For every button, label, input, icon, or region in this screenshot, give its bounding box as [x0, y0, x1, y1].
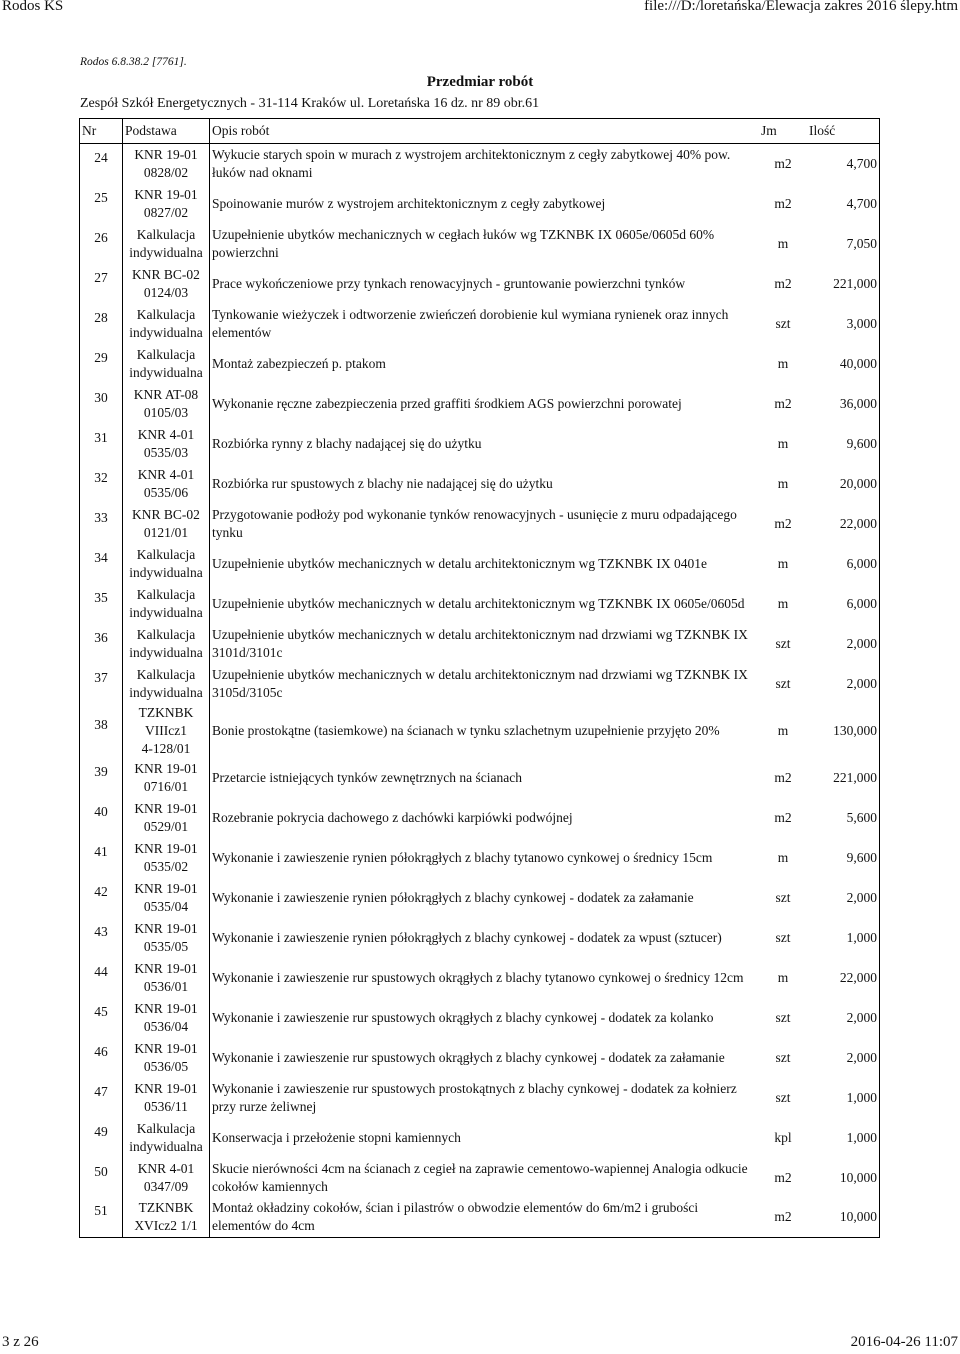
table-row [80, 144, 880, 184]
table-row [80, 798, 880, 838]
row-basis [123, 384, 210, 424]
row-quantity: 2,000 [807, 998, 880, 1038]
row-number [80, 424, 123, 464]
row-number [80, 184, 123, 224]
table-row [80, 1118, 880, 1158]
row-number [80, 758, 123, 798]
row-basis [123, 224, 210, 264]
row-quantity: 1,000 [807, 1078, 880, 1118]
row-number-text: 29 [94, 349, 108, 365]
row-number [80, 544, 123, 584]
row-unit: szt [775, 315, 791, 331]
row-description: Rozbiórka rynny z blachy nadającej się do użytku [212, 435, 482, 451]
row-basis-line: Kalkulacja [136, 1120, 196, 1136]
row-basis-line: 0121/01 [143, 524, 189, 540]
row-basis [123, 424, 210, 464]
row-number-text: 30 [94, 389, 108, 405]
row-unit: szt [775, 889, 791, 905]
row-basis [123, 798, 210, 838]
row-basis-line: KNR 19-01 [134, 1040, 198, 1056]
row-number-text: 27 [94, 269, 108, 285]
row-basis-line: 0536/11 [144, 1098, 188, 1114]
table-row [80, 958, 880, 998]
table-row [80, 464, 880, 504]
row-basis-line: Kalkulacja [136, 586, 196, 602]
table-row [80, 1198, 880, 1238]
row-number-text: 36 [94, 629, 108, 645]
row-number [80, 344, 123, 384]
table-row [80, 918, 880, 958]
row-basis-line: KNR BC-02 [132, 266, 200, 282]
row-basis [123, 184, 210, 224]
row-description: Montaż okładziny cokołów, ścian i pilastrów o obwodzie elementów do 6m/m2 i grubości elementów do 4cm [210, 1198, 760, 1238]
row-number-text: 34 [94, 549, 108, 565]
row-number [80, 1198, 123, 1238]
row-quantity: 6,000 [807, 544, 880, 584]
row-basis-line: XVIcz2 1/1 [134, 1218, 198, 1234]
row-quantity: 6,000 [807, 584, 880, 624]
row-basis [123, 1158, 210, 1198]
row-quantity: 4,700 [807, 144, 880, 184]
row-basis-line: TZKNBK [138, 704, 194, 720]
row-basis [123, 144, 210, 184]
row-number [80, 584, 123, 624]
row-basis-line: indywidualna [129, 1138, 203, 1154]
row-basis [123, 758, 210, 798]
row-number [80, 304, 123, 344]
row-unit: szt [775, 1089, 791, 1105]
row-number-text: 46 [94, 1043, 108, 1059]
table-row [80, 1158, 880, 1198]
row-unit: m [777, 555, 789, 571]
table-row [80, 184, 880, 224]
row-description: Uzupełnienie ubytków mechanicznych w detalu architektonicznym wg TZKNBK IX 0605e/0605d [212, 595, 745, 611]
table-row [80, 384, 880, 424]
row-number [80, 384, 123, 424]
row-quantity: 22,000 [807, 504, 880, 544]
page-counter: 3 z 26 [2, 1334, 39, 1350]
row-basis [123, 1118, 210, 1158]
row-basis [123, 838, 210, 878]
row-quantity: 1,000 [807, 918, 880, 958]
row-unit: m2 [774, 155, 792, 171]
row-number [80, 144, 123, 184]
column-header-nr: Nr [80, 119, 123, 144]
row-basis-line: KNR 19-01 [134, 760, 198, 776]
row-description: Wykucie starych spoin w murach z wystrojem architektonicznym z cegły zabytkowej 40% pow. łuków nad oknami [212, 146, 731, 180]
document-subtitle: Zespół Szkół Energetycznych - 31-114 Kraków ul. Loretańska 16 dz. nr 89 obr.61 [80, 96, 540, 111]
row-quantity: 7,050 [807, 224, 880, 264]
row-quantity: 1,000 [807, 1118, 880, 1158]
row-basis [123, 958, 210, 998]
row-basis-line: KNR 4-01 [137, 426, 195, 442]
row-number-text: 31 [94, 429, 108, 445]
row-number-text: 25 [94, 189, 108, 205]
column-header-ilosc: Ilość [807, 119, 880, 144]
row-number [80, 464, 123, 504]
row-description: Rozbiórka rur spustowych z blachy nie nadającej się do użytku [212, 475, 553, 491]
row-basis-line: 4-128/01 [141, 740, 191, 756]
row-basis-line: 0535/06 [143, 484, 189, 500]
row-basis-line: 0124/03 [143, 284, 189, 300]
row-basis [123, 464, 210, 504]
row-unit: m2 [774, 1169, 792, 1185]
row-number-text: 43 [94, 923, 108, 939]
row-description: Uzupełnienie ubytków mechanicznych w detalu architektonicznym nad drzwiami wg TZKNBK IX 3105d/3105c [212, 666, 748, 700]
row-basis-line: KNR 19-01 [134, 146, 198, 162]
row-unit: m2 [774, 515, 792, 531]
row-quantity: 2,000 [807, 878, 880, 918]
table-row [80, 504, 880, 544]
row-number [80, 224, 123, 264]
row-basis [123, 264, 210, 304]
row-description: Wykonanie i zawieszenie rur spustowych prostokątnych z blachy cynkowej - dodatek za kołnierz przy rurze żeliwnej [212, 1080, 737, 1114]
row-description: Skucie nierówności 4cm na ścianach z cegieł na zaprawie cementowo-wapiennej Analogia odkucie cokołów kamiennych [212, 1160, 748, 1194]
table-row [80, 344, 880, 384]
table-row [80, 424, 880, 464]
row-quantity: 40,000 [807, 344, 880, 384]
row-basis-line: Kalkulacja [136, 546, 196, 562]
row-basis-line: KNR 19-01 [134, 800, 198, 816]
row-basis-line: 0535/05 [143, 938, 189, 954]
row-basis-line: 0535/02 [143, 858, 189, 874]
row-basis [123, 344, 210, 384]
row-basis-line: 0716/01 [143, 778, 189, 794]
row-basis-line: KNR AT-08 [133, 386, 199, 402]
row-basis-line: KNR 19-01 [134, 1000, 198, 1016]
row-basis [123, 304, 210, 344]
row-basis-line: KNR 19-01 [134, 920, 198, 936]
row-number-text: 47 [94, 1083, 108, 1099]
row-unit: m2 [774, 275, 792, 291]
row-unit: szt [775, 929, 791, 945]
row-quantity: 20,000 [807, 464, 880, 504]
row-basis-line: 0536/01 [143, 978, 189, 994]
browser-header-url: file:///D:/loretańska/Elewacja zakres 2016 ślepy.htm [644, 0, 958, 14]
row-number-text: 32 [94, 469, 108, 485]
print-timestamp: 2016-04-26 11:07 [850, 1334, 958, 1350]
column-header-jm: Jm [759, 119, 807, 144]
row-description: Uzupełnienie ubytków mechanicznych w detalu architektonicznym wg TZKNBK IX 0401e [212, 555, 707, 571]
row-quantity: 5,600 [807, 798, 880, 838]
row-quantity: 36,000 [807, 384, 880, 424]
row-quantity: 4,700 [807, 184, 880, 224]
row-description: Bonie prostokątne (tasiemkowe) na ścianach w tynku szlachetnym uzupełnienie przyjęto 20% [212, 722, 720, 738]
row-unit: m [777, 722, 789, 738]
program-version: Rodos 6.8.38.2 [7761]. [80, 56, 187, 68]
row-basis-line: KNR 19-01 [134, 186, 198, 202]
row-number-text: 44 [94, 963, 108, 979]
row-basis-line: indywidualna [129, 644, 203, 660]
row-basis-line: indywidualna [129, 244, 203, 260]
table-row [80, 1038, 880, 1078]
row-quantity: 10,000 [807, 1198, 880, 1238]
row-basis-line: KNR 4-01 [137, 466, 195, 482]
row-basis-line: 0347/09 [143, 1178, 189, 1194]
row-basis [123, 1038, 210, 1078]
table-row [80, 878, 880, 918]
row-number [80, 624, 123, 664]
row-unit: m2 [759, 1198, 807, 1238]
row-basis [123, 504, 210, 544]
row-basis [123, 918, 210, 958]
row-basis [123, 1078, 210, 1118]
row-number-text: 24 [94, 149, 108, 165]
row-unit: kpl [774, 1129, 792, 1145]
row-quantity: 22,000 [807, 958, 880, 998]
row-number [80, 958, 123, 998]
row-number-text: 28 [94, 309, 108, 325]
row-unit: m [777, 849, 789, 865]
row-number-text: 45 [94, 1003, 108, 1019]
row-basis-line: 0105/03 [143, 404, 189, 420]
row-basis [123, 1198, 210, 1238]
row-basis [123, 624, 210, 664]
row-description: Wykonanie i zawieszenie rynien półokrągłych z blachy tytanowo cynkowej o średnicy 15cm [212, 849, 713, 865]
row-basis-line: 0535/04 [143, 898, 189, 914]
table-header-row [80, 119, 880, 144]
row-number-text: 33 [94, 509, 108, 525]
row-number-text: 37 [94, 669, 108, 685]
column-header-opis: Opis robót [210, 119, 760, 144]
row-quantity: 130,000 [807, 704, 880, 758]
row-basis-line: indywidualna [129, 364, 203, 380]
row-description: Wykonanie i zawieszenie rynien półokrągłych z blachy cynkowej - dodatek za wpust (sztucer) [212, 929, 722, 945]
row-basis-line: 0529/01 [143, 818, 189, 834]
row-basis-line: KNR 19-01 [134, 840, 198, 856]
row-unit: m [777, 435, 789, 451]
row-number [80, 798, 123, 838]
row-basis-line: 0535/03 [143, 444, 189, 460]
row-number-text: 42 [94, 883, 108, 899]
row-number-text: 49 [94, 1123, 108, 1139]
table-row [80, 624, 880, 664]
table-row [80, 838, 880, 878]
table-row [80, 758, 880, 798]
row-basis-line: 0827/02 [143, 204, 189, 220]
row-number [80, 264, 123, 304]
row-quantity: 10,000 [807, 1158, 880, 1198]
table-row [80, 584, 880, 624]
row-basis-line: indywidualna [129, 684, 203, 700]
row-number [80, 998, 123, 1038]
table-row [80, 998, 880, 1038]
row-basis-line: KNR 19-01 [134, 1080, 198, 1096]
row-number [80, 918, 123, 958]
row-description: Przetarcie istniejących tynków zewnętrznych na ścianach [212, 769, 522, 785]
row-basis-line: indywidualna [129, 604, 203, 620]
row-basis-line: KNR 19-01 [134, 960, 198, 976]
row-unit: szt [775, 1009, 791, 1025]
column-header-podstawa: Podstawa [123, 119, 210, 144]
row-basis-line: VIIIcz1 [145, 722, 187, 738]
row-description: Prace wykończeniowe przy tynkach renowacyjnych - gruntowanie powierzchni tynków [212, 275, 686, 291]
row-number-text: 40 [94, 803, 108, 819]
row-basis-line: KNR 19-01 [134, 880, 198, 896]
row-basis-line: indywidualna [129, 564, 203, 580]
row-basis-line: TZKNBK [138, 1200, 194, 1216]
row-unit: m [777, 969, 789, 985]
row-basis-line: Kalkulacja [136, 666, 196, 682]
row-description: Wykonanie i zawieszenie rur spustowych okrągłych z blachy tytanowo cynkowej o średnicy 12cm [212, 969, 744, 985]
row-description: Uzupełnienie ubytków mechanicznych w cegłach łuków wg TZKNBK IX 0605e/0605d 60% powierzchni [212, 226, 715, 260]
row-quantity: 2,000 [807, 624, 880, 664]
row-quantity: 221,000 [807, 758, 880, 798]
row-unit: szt [775, 1049, 791, 1065]
table-row [80, 304, 880, 344]
row-basis [123, 998, 210, 1038]
row-description: Rozebranie pokrycia dachowego z dachówki karpiówki podwójnej [212, 809, 573, 825]
row-quantity: 2,000 [807, 664, 880, 704]
row-basis [123, 878, 210, 918]
row-number [80, 1158, 123, 1198]
row-number [80, 664, 123, 704]
row-unit: m [777, 355, 789, 371]
row-number-text: 38 [94, 716, 108, 732]
table-row [80, 704, 880, 758]
row-unit: m2 [774, 769, 792, 785]
row-basis-line: Kalkulacja [136, 306, 196, 322]
row-number-text: 51 [94, 1203, 108, 1219]
row-number [80, 704, 123, 758]
row-basis-line: Kalkulacja [136, 346, 196, 362]
row-basis-line: KNR 4-01 [137, 1160, 195, 1176]
row-quantity: 2,000 [807, 1038, 880, 1078]
row-basis-line: 0536/04 [143, 1018, 189, 1034]
row-unit: m [777, 475, 789, 491]
row-description: Wykonanie i zawieszenie rynien półokrągłych z blachy cynkowej - dodatek za załamanie [212, 889, 694, 905]
table-row [80, 664, 880, 704]
row-number [80, 1118, 123, 1158]
row-unit: m2 [774, 195, 792, 211]
row-basis-line: indywidualna [129, 324, 203, 340]
row-description: Tynkowanie wieżyczek i odtworzenie zwieńczeń dorobienie kul wymiana rynienek oraz innych elementów [212, 306, 729, 340]
row-basis-line: 0536/05 [143, 1058, 189, 1074]
cost-estimate-table [79, 118, 880, 1238]
document-title: Przedmiar robót [426, 74, 534, 90]
table-row [80, 1078, 880, 1118]
table-row [80, 544, 880, 584]
row-basis-line: Kalkulacja [136, 226, 196, 242]
row-quantity: 221,000 [807, 264, 880, 304]
row-number [80, 504, 123, 544]
row-description: Wykonanie i zawieszenie rur spustowych okrągłych z blachy cynkowej - dodatek za załamanie [212, 1049, 725, 1065]
row-number [80, 838, 123, 878]
row-number-text: 35 [94, 589, 108, 605]
row-description: Przygotowanie podłoży pod wykonanie tynków renowacyjnych - usunięcie z muru odpadającego tynku [212, 506, 737, 540]
row-unit: m2 [774, 395, 792, 411]
row-description: Spoinowanie murów z wystrojem architektonicznym z cegły zabytkowej [212, 195, 606, 211]
row-basis-line: 0828/02 [143, 164, 189, 180]
row-number-text: 41 [94, 843, 108, 859]
row-basis [123, 664, 210, 704]
row-number-text: 39 [94, 763, 108, 779]
row-description: Konserwacja i przełożenie stopni kamiennych [212, 1129, 461, 1145]
row-unit: szt [775, 635, 791, 651]
row-unit: m [777, 235, 789, 251]
row-unit: m [777, 595, 789, 611]
row-description: Uzupełnienie ubytków mechanicznych w detalu architektonicznym nad drzwiami wg TZKNBK IX 3101d/3101c [212, 626, 748, 660]
row-number [80, 1078, 123, 1118]
row-description: Wykonanie ręczne zabezpieczenia przed graffiti środkiem AGS powierzchni porowatej [212, 395, 682, 411]
row-number-text: 50 [94, 1163, 108, 1179]
row-basis [123, 544, 210, 584]
row-description: Wykonanie i zawieszenie rur spustowych okrągłych z blachy cynkowej - dodatek za kolanko [212, 1009, 714, 1025]
row-quantity: 9,600 [807, 424, 880, 464]
row-unit: m2 [774, 809, 792, 825]
row-unit: szt [775, 675, 791, 691]
row-basis-line: KNR BC-02 [132, 506, 200, 522]
row-basis-line: Kalkulacja [136, 626, 196, 642]
table-row [80, 264, 880, 304]
row-basis [123, 704, 210, 758]
row-basis [123, 584, 210, 624]
row-description: Montaż zabezpieczeń p. ptakom [212, 355, 386, 371]
row-quantity: 3,000 [807, 304, 880, 344]
row-number [80, 878, 123, 918]
row-quantity: 9,600 [807, 838, 880, 878]
row-number-text: 26 [94, 229, 108, 245]
browser-header-title: Rodos KS [2, 0, 64, 14]
table-row [80, 224, 880, 264]
row-number [80, 1038, 123, 1078]
